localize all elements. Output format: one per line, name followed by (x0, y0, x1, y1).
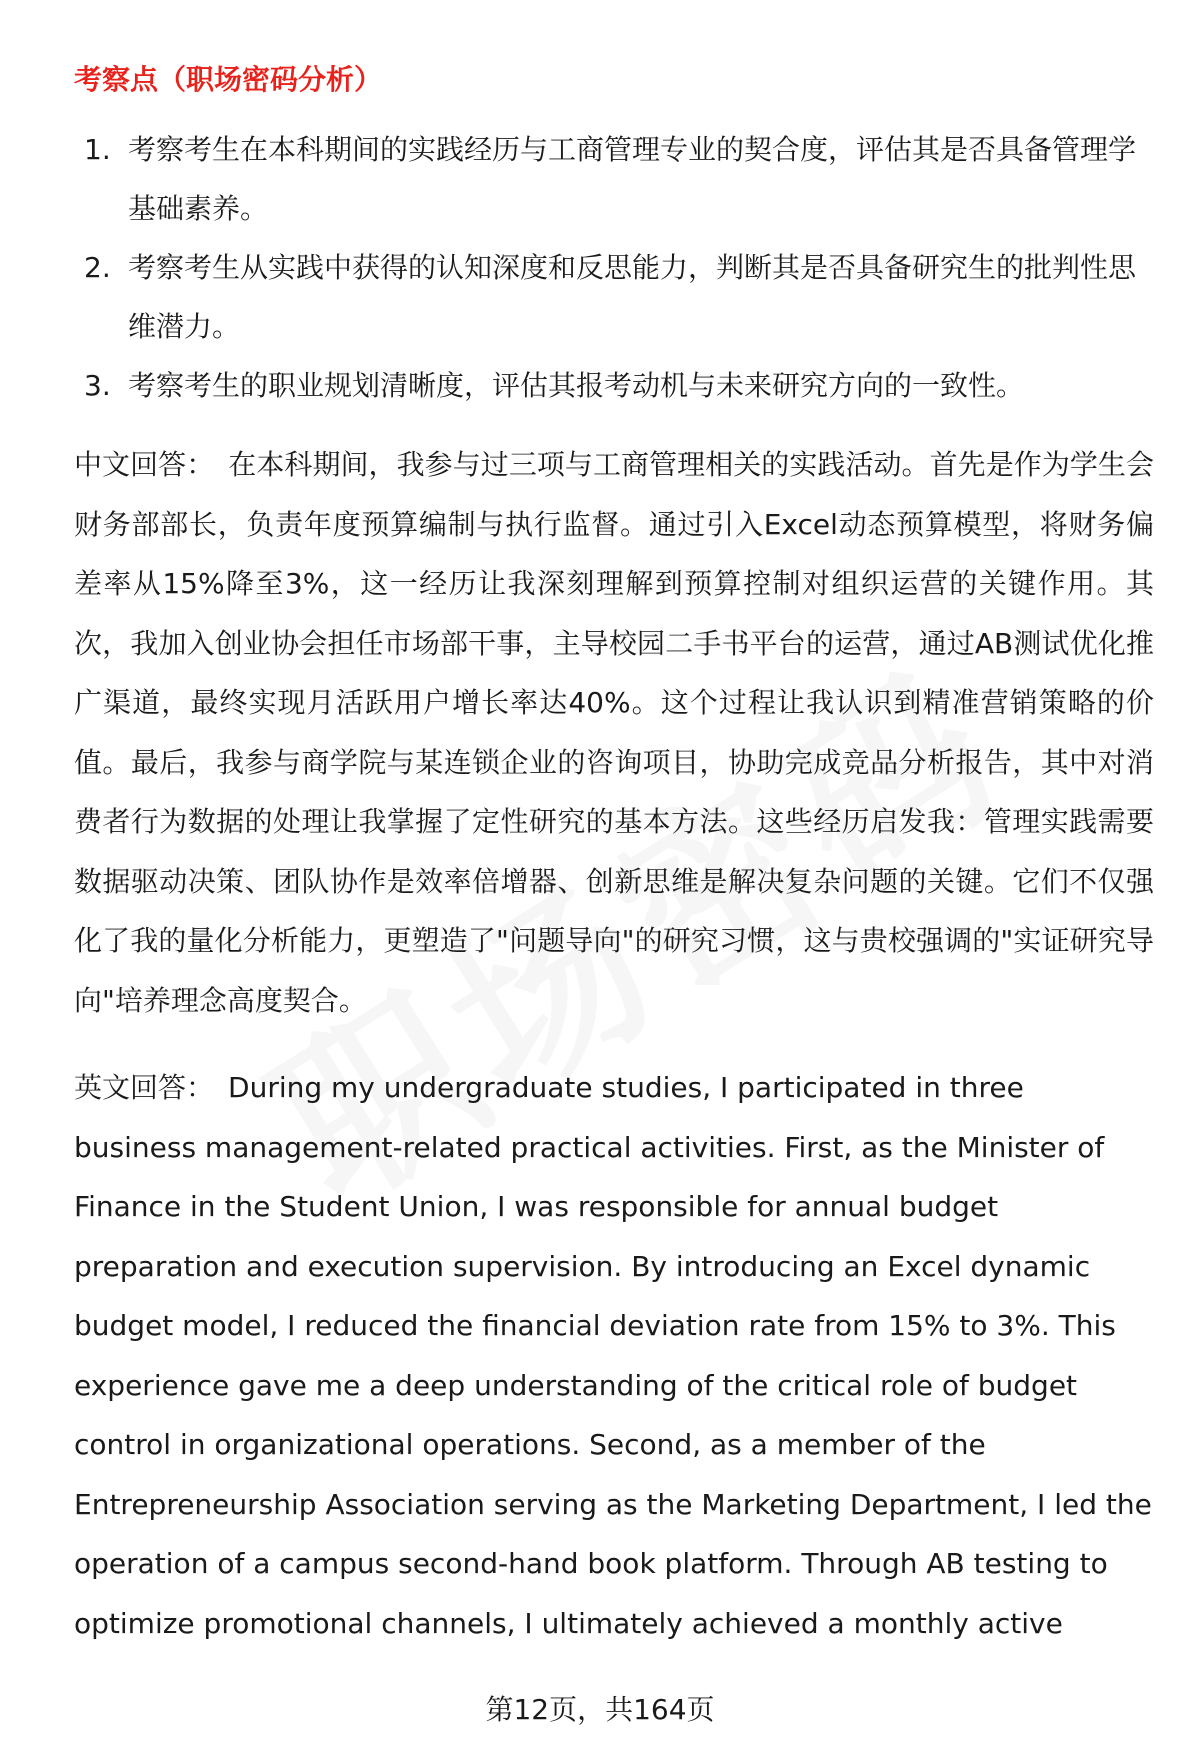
document-page (74, 60, 1154, 1653)
section-title: 考察点（职场密码分析） (74, 63, 383, 96)
list-item (74, 238, 1154, 356)
list-item-text: 考察考生在本科期间的实践经历与工商管理专业的契合度，评估其是否具备管理学基础素养。 (128, 133, 1137, 225)
list-item (74, 356, 1154, 415)
page-number-footer: 第12页，共164页 (485, 1693, 715, 1726)
chinese-answer-text: 在本科期间，我参与过三项与工商管理相关的实践活动。首先是作为学生会财务部部长，负责年度预算编制与执行监督。通过引入Excel动态预算模型，将财务偏差率从15%降至3%，这一经历让我深刻理解到预算控制对组织运营的关键作用。其次，我加入创业协会担任市场部干事，主导校园二手书平台的运营，通过AB测试优化推广渠道，最终实现月活跃用户增长率达40%。这个过程让我认识到精准营销策略的价值。最后，我参与商学院与某连锁企业的咨询项目，协助完成竞品分析报告，其中对消费者行为数据的处理让我掌握了定性研究的基本方法。这些经历启发我：管理实践需要数据驱动决策、团队协作是效率倍增器、创新思维是解决复杂问题的关键。它们不仅强化了我的量化分析能力，更塑造了"问题导向"的研究习惯，这与贵校强调的"实证研究导向"培养理念高度契合。 (74, 448, 1154, 1017)
english-answer-text: During my undergraduate studies, I participated in three business management-related practical activities. First, as the Minister of Finance in the Student Union, I was responsible for annual budget preparation and execution supervision. By introducing an Excel dynamic budget model, I reduced the financial deviation rate from 15% to 3%. This experience gave me a deep understanding of the critical role of budget control in organizational operations. Second, as a member of the Entrepreneurship Association serving as the Marketing Department, I led the operation of a campus second-hand book platform. Through AB testing to optimize promotional channels, I ultimately achieved a monthly active (74, 1071, 1152, 1640)
chinese-answer-paragraph (74, 435, 1154, 1030)
list-item-text: 考察考生从实践中获得的认知深度和反思能力，判断其是否具备研究生的批判性思维潜力。 (128, 251, 1137, 343)
list-item-text: 考察考生的职业规划清晰度，评估其报考动机与未来研究方向的一致性。 (128, 369, 1025, 402)
english-answer-paragraph (74, 1058, 1154, 1653)
list-item-number: 2. (84, 251, 111, 284)
chinese-answer-label: 中文回答： (74, 448, 215, 481)
assessment-points-list (74, 120, 1154, 415)
english-answer-label: 英文回答： (74, 1071, 215, 1104)
list-item (74, 120, 1154, 238)
list-item-number: 3. (84, 369, 111, 402)
list-item-number: 1. (84, 133, 111, 166)
